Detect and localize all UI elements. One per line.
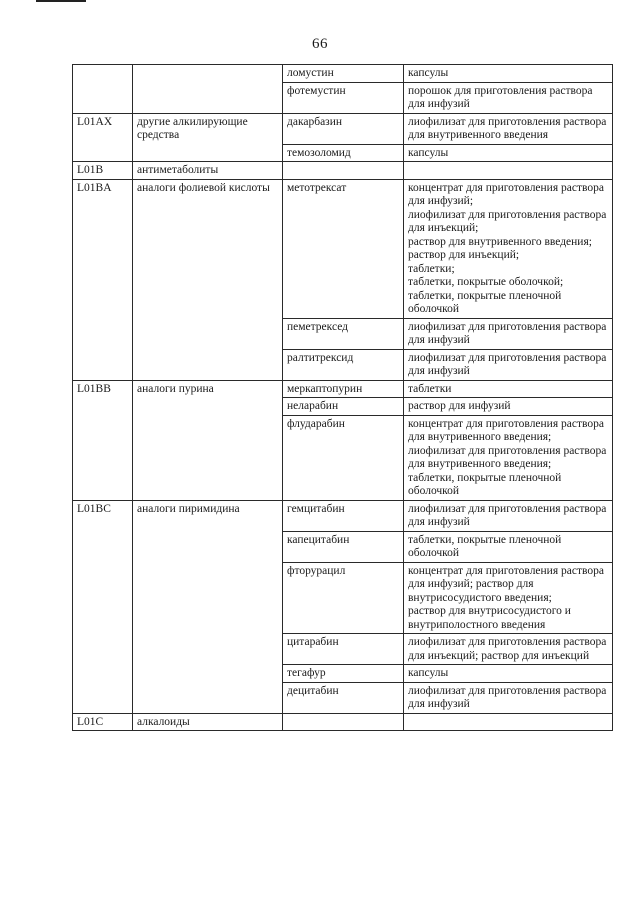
drug-name-cell: темозоломид [283,144,404,162]
dosage-form-line: лиофилизат для приготовления раствора для инфузий [408,684,607,710]
atc-code-cell: L01C [73,713,133,731]
drug-name-cell: дакарбазин [283,113,404,144]
atc-code-cell: L01BA [73,179,133,380]
table-row [73,380,613,398]
dosage-form-cell [404,415,613,500]
drug-name-cell: ломустин [283,65,404,83]
drug-name-cell [283,713,404,731]
page-number: 66 [312,36,328,52]
table-row [73,179,613,318]
dosage-form-cell [404,349,613,380]
dosage-form-cell [404,162,613,180]
drug-name-cell: капецитабин [283,531,404,562]
drug-name-cell: гемцитабин [283,500,404,531]
dosage-form-cell [404,318,613,349]
dosage-form-line: лиофилизат для приготовления раствора для инъекций; раствор для инъекций [408,636,607,662]
atc-code-cell [73,65,133,114]
dosage-form-line: раствор для инъекций; [408,249,520,261]
dosage-form-cell [404,144,613,162]
dosage-form-line: раствор для инфузий [408,400,511,412]
dosage-form-cell [404,531,613,562]
therapeutic-group-cell: аналоги пурина [133,380,283,500]
dosage-form-line: лиофилизат для приготовления раствора для инфузий [408,320,607,346]
atc-code-cell: L01B [73,162,133,180]
table-row [73,162,613,180]
dosage-form-cell [404,634,613,665]
drug-name-cell: фотемустин [283,82,404,113]
dosage-form-line: таблетки, покрытые оболочкой; [408,276,564,288]
drug-name-cell: ралтитрексид [283,349,404,380]
table-row [73,500,613,531]
dosage-form-line: таблетки, покрытые пленочной оболочкой [408,533,562,559]
scan-corner-mark [36,0,86,2]
therapeutic-group-cell: алкалоиды [133,713,283,731]
dosage-form-line: порошок для приготовления раствора для инфузий [408,84,593,110]
dosage-form-line: концентрат для приготовления раствора для внутривенного введения; лиофилизат для приготовления раствора для внутривенного введения; [408,417,607,470]
dosage-form-line: капсулы [408,667,449,679]
atc-code-cell: L01BB [73,380,133,500]
table-row [73,113,613,144]
atc-code-cell: L01BC [73,500,133,713]
table-row [73,713,613,731]
dosage-form-line: капсулы [408,67,449,79]
dosage-form-line: раствор для внутривенного введения; [408,235,592,248]
dosage-form-line: таблетки, покрытые пленочной оболочкой [408,471,562,497]
dosage-form-cell [404,713,613,731]
drug-name-cell: цитарабин [283,634,404,665]
atc-code-cell: L01AX [73,113,133,162]
dosage-form-line: лиофилизат для приготовления раствора для инъекций; [408,208,607,234]
dosage-form-cell [404,113,613,144]
drug-name-cell [283,162,404,180]
drug-name-cell: тегафур [283,665,404,683]
therapeutic-group-cell [133,65,283,114]
therapeutic-group-cell: аналоги фолиевой кислоты [133,179,283,380]
table-row [73,65,613,83]
drug-name-cell: децитабин [283,682,404,713]
dosage-form-cell [404,65,613,83]
dosage-form-line: лиофилизат для приготовления раствора для внутривенного введения [408,115,607,141]
table-body [73,65,613,731]
dosage-form-cell [404,179,613,318]
dosage-form-line: таблетки [408,382,452,395]
therapeutic-group-cell: антиметаболиты [133,162,283,180]
dosage-form-line: капсулы [408,146,449,159]
dosage-form-line: лиофилизат для приготовления раствора для инфузий [408,502,607,528]
dosage-form-cell [404,665,613,683]
therapeutic-group-cell: другие алкилирующие средства [133,113,283,162]
drug-name-cell: пеметрексед [283,318,404,349]
dosage-form-line: таблетки, покрытые пленочной оболочкой [408,289,562,315]
dosage-form-cell [404,82,613,113]
dosage-form-line: лиофилизат для приготовления раствора для инфузий [408,351,607,377]
dosage-form-cell [404,500,613,531]
dosage-form-line: таблетки; [408,262,455,275]
drug-name-cell: метотрексат [283,179,404,318]
drug-name-cell: фторурацил [283,562,404,634]
drug-name-cell: меркаптопурин [283,380,404,398]
drug-table [72,64,613,731]
dosage-form-line: концентрат для приготовления раствора для инфузий; [408,181,604,207]
drug-name-cell: неларабин [283,398,404,416]
dosage-form-cell [404,682,613,713]
dosage-form-cell [404,398,613,416]
dosage-form-cell [404,562,613,634]
dosage-form-line: раствор для внутрисосудистого и внутриполостного введения [408,605,571,631]
dosage-form-cell [404,380,613,398]
drug-name-cell: флударабин [283,415,404,500]
dosage-form-line: концентрат для приготовления раствора для инфузий; раствор для внутрисосудистого введения; [408,564,604,604]
therapeutic-group-cell: аналоги пиримидина [133,500,283,713]
